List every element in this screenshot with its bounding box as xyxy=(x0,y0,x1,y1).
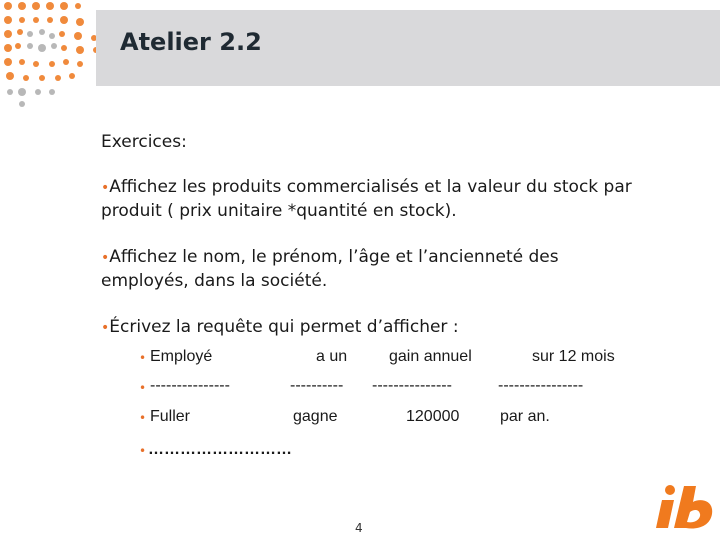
table-cell: a un xyxy=(316,348,348,365)
exercise-item-1-line1: Affichez les produits commercialisés et la valeur du stock par xyxy=(109,177,632,197)
sub-bullet-icon: • xyxy=(139,381,147,395)
table-cell: ---------------- xyxy=(498,377,584,394)
exercise-item-2-line1: Affichez le nom, le prénom, l’âge et l’ancienneté des xyxy=(109,247,559,267)
table-cell: 120000 xyxy=(406,408,460,425)
page-number: 4 xyxy=(355,521,363,535)
sub-bullet-icon: • xyxy=(139,351,147,365)
table-cell: par an. xyxy=(500,408,550,425)
dot-pattern-decoration xyxy=(0,0,110,110)
exercise-item-3-line1: Écrivez la requête qui permet d’afficher : xyxy=(109,317,459,337)
exercise-item-2-line2: employés, dans la société. xyxy=(101,271,328,291)
bullet-icon: • xyxy=(101,250,110,266)
table-cell: gain annuel xyxy=(389,348,472,365)
table-cell-ellipsis: ……………………… xyxy=(148,441,292,458)
sub-bullet-icon: • xyxy=(139,411,147,425)
slide-title: Atelier 2.2 xyxy=(120,28,262,56)
table-cell: Employé xyxy=(150,348,213,365)
exercise-item-3 xyxy=(101,316,459,339)
ib-logo xyxy=(656,484,716,532)
table-cell: sur 12 mois xyxy=(532,348,615,365)
sub-bullet-icon: • xyxy=(139,444,147,458)
table-cell: --------------- xyxy=(372,377,452,394)
exercises-heading: Exercices: xyxy=(101,132,187,152)
exercise-item-1 xyxy=(101,176,632,199)
bullet-icon: • xyxy=(101,320,110,336)
bullet-icon: • xyxy=(101,180,110,196)
exercise-item-2 xyxy=(101,246,559,269)
table-cell: ---------- xyxy=(290,377,344,394)
table-cell: --------------- xyxy=(150,377,230,394)
exercise-item-1-line2: produit ( prix unitaire *quantité en stock). xyxy=(101,201,457,221)
table-cell: Fuller xyxy=(150,408,191,425)
table-cell: gagne xyxy=(293,408,338,425)
